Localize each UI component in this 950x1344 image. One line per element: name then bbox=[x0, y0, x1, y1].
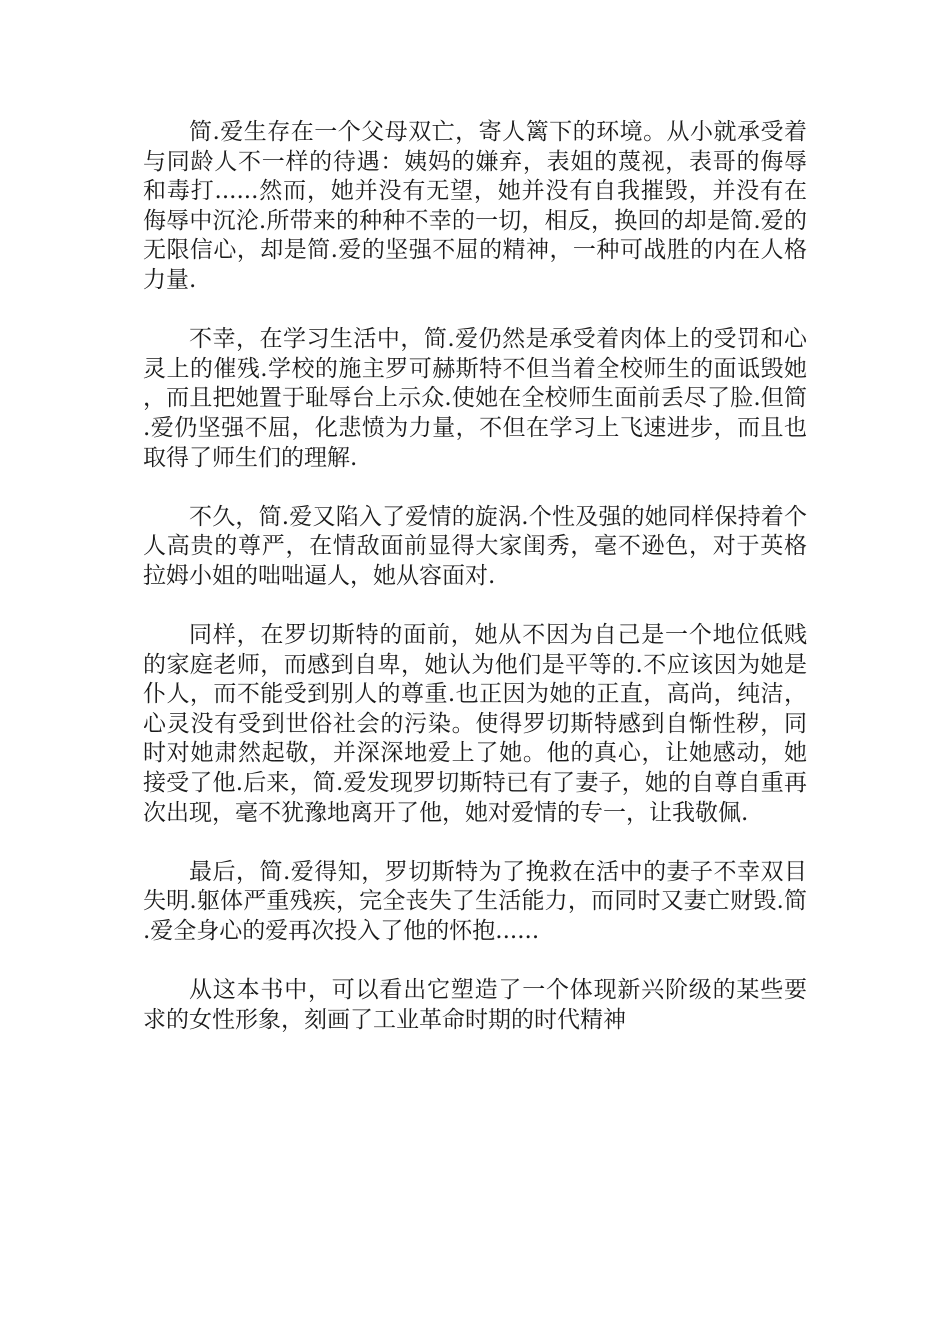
paragraph-4: 同样，在罗切斯特的面前，她从不因为自己是一个地位低贱的家庭老师，而感到自卑，她认为他们是平等的.不应该因为她是仆人，而不能受到别人的尊重.也正因为她的正直，高尚，纯洁，心灵没有受到世俗社会的污染。使得罗切斯特感到自惭性秽，同时对她肃然起敬，并深深地爱上了她。他的真心，让她感动，她接受了他.后来，简.爱发现罗切斯特已有了妻子，她的自尊自重再次出现，毫不犹豫地离开了他，她对爱情的专一，让我敬佩. bbox=[143, 622, 807, 826]
paragraph-1: 简.爱生存在一个父母双亡，寄人篱下的环境。从小就承受着与同龄人不一样的待遇：姨妈的嫌弃，表姐的蔑视，表哥的侮辱和毒打......然而，她并没有无望，她并没有自我摧毁，并没有在侮辱中沉沦.所带来的种种不幸的一切，相反，换回的却是简.爱的无限信心，却是简.爱的坚强不屈的精神，一种可战胜的内在人格力量. bbox=[143, 119, 807, 293]
paragraph-5: 最后，简.爱得知，罗切斯特为了挽救在活中的妻子不幸双目失明.躯体严重残疾，完全丧失了生活能力，而同时又妻亡财毁.简.爱全身心的爱再次投入了他的怀抱...... bbox=[143, 858, 807, 945]
document-body bbox=[143, 118, 807, 1035]
paragraph-2: 不幸，在学习生活中，简.爱仍然是承受着肉体上的受罚和心灵上的催残.学校的施主罗可赫斯特不但当着全校师生的面诋毁她，而且把她置于耻辱台上示众.使她在全校师生面前丢尽了脸.但简.爱仍坚强不屈，化悲愤为力量，不但在学习上飞速进步，而且也取得了师生们的理解. bbox=[143, 326, 807, 471]
paragraph-6: 从这本书中，可以看出它塑造了一个体现新兴阶级的某些要求的女性形象，刻画了工业革命时期的时代精神 bbox=[143, 977, 807, 1033]
paragraph-3: 不久，简.爱又陷入了爱情的旋涡.个性及强的她同样保持着个人高贵的尊严，在情敌面前显得大家闺秀，毫不逊色，对于英格拉姆小姐的咄咄逼人，她从容面对. bbox=[143, 503, 807, 589]
